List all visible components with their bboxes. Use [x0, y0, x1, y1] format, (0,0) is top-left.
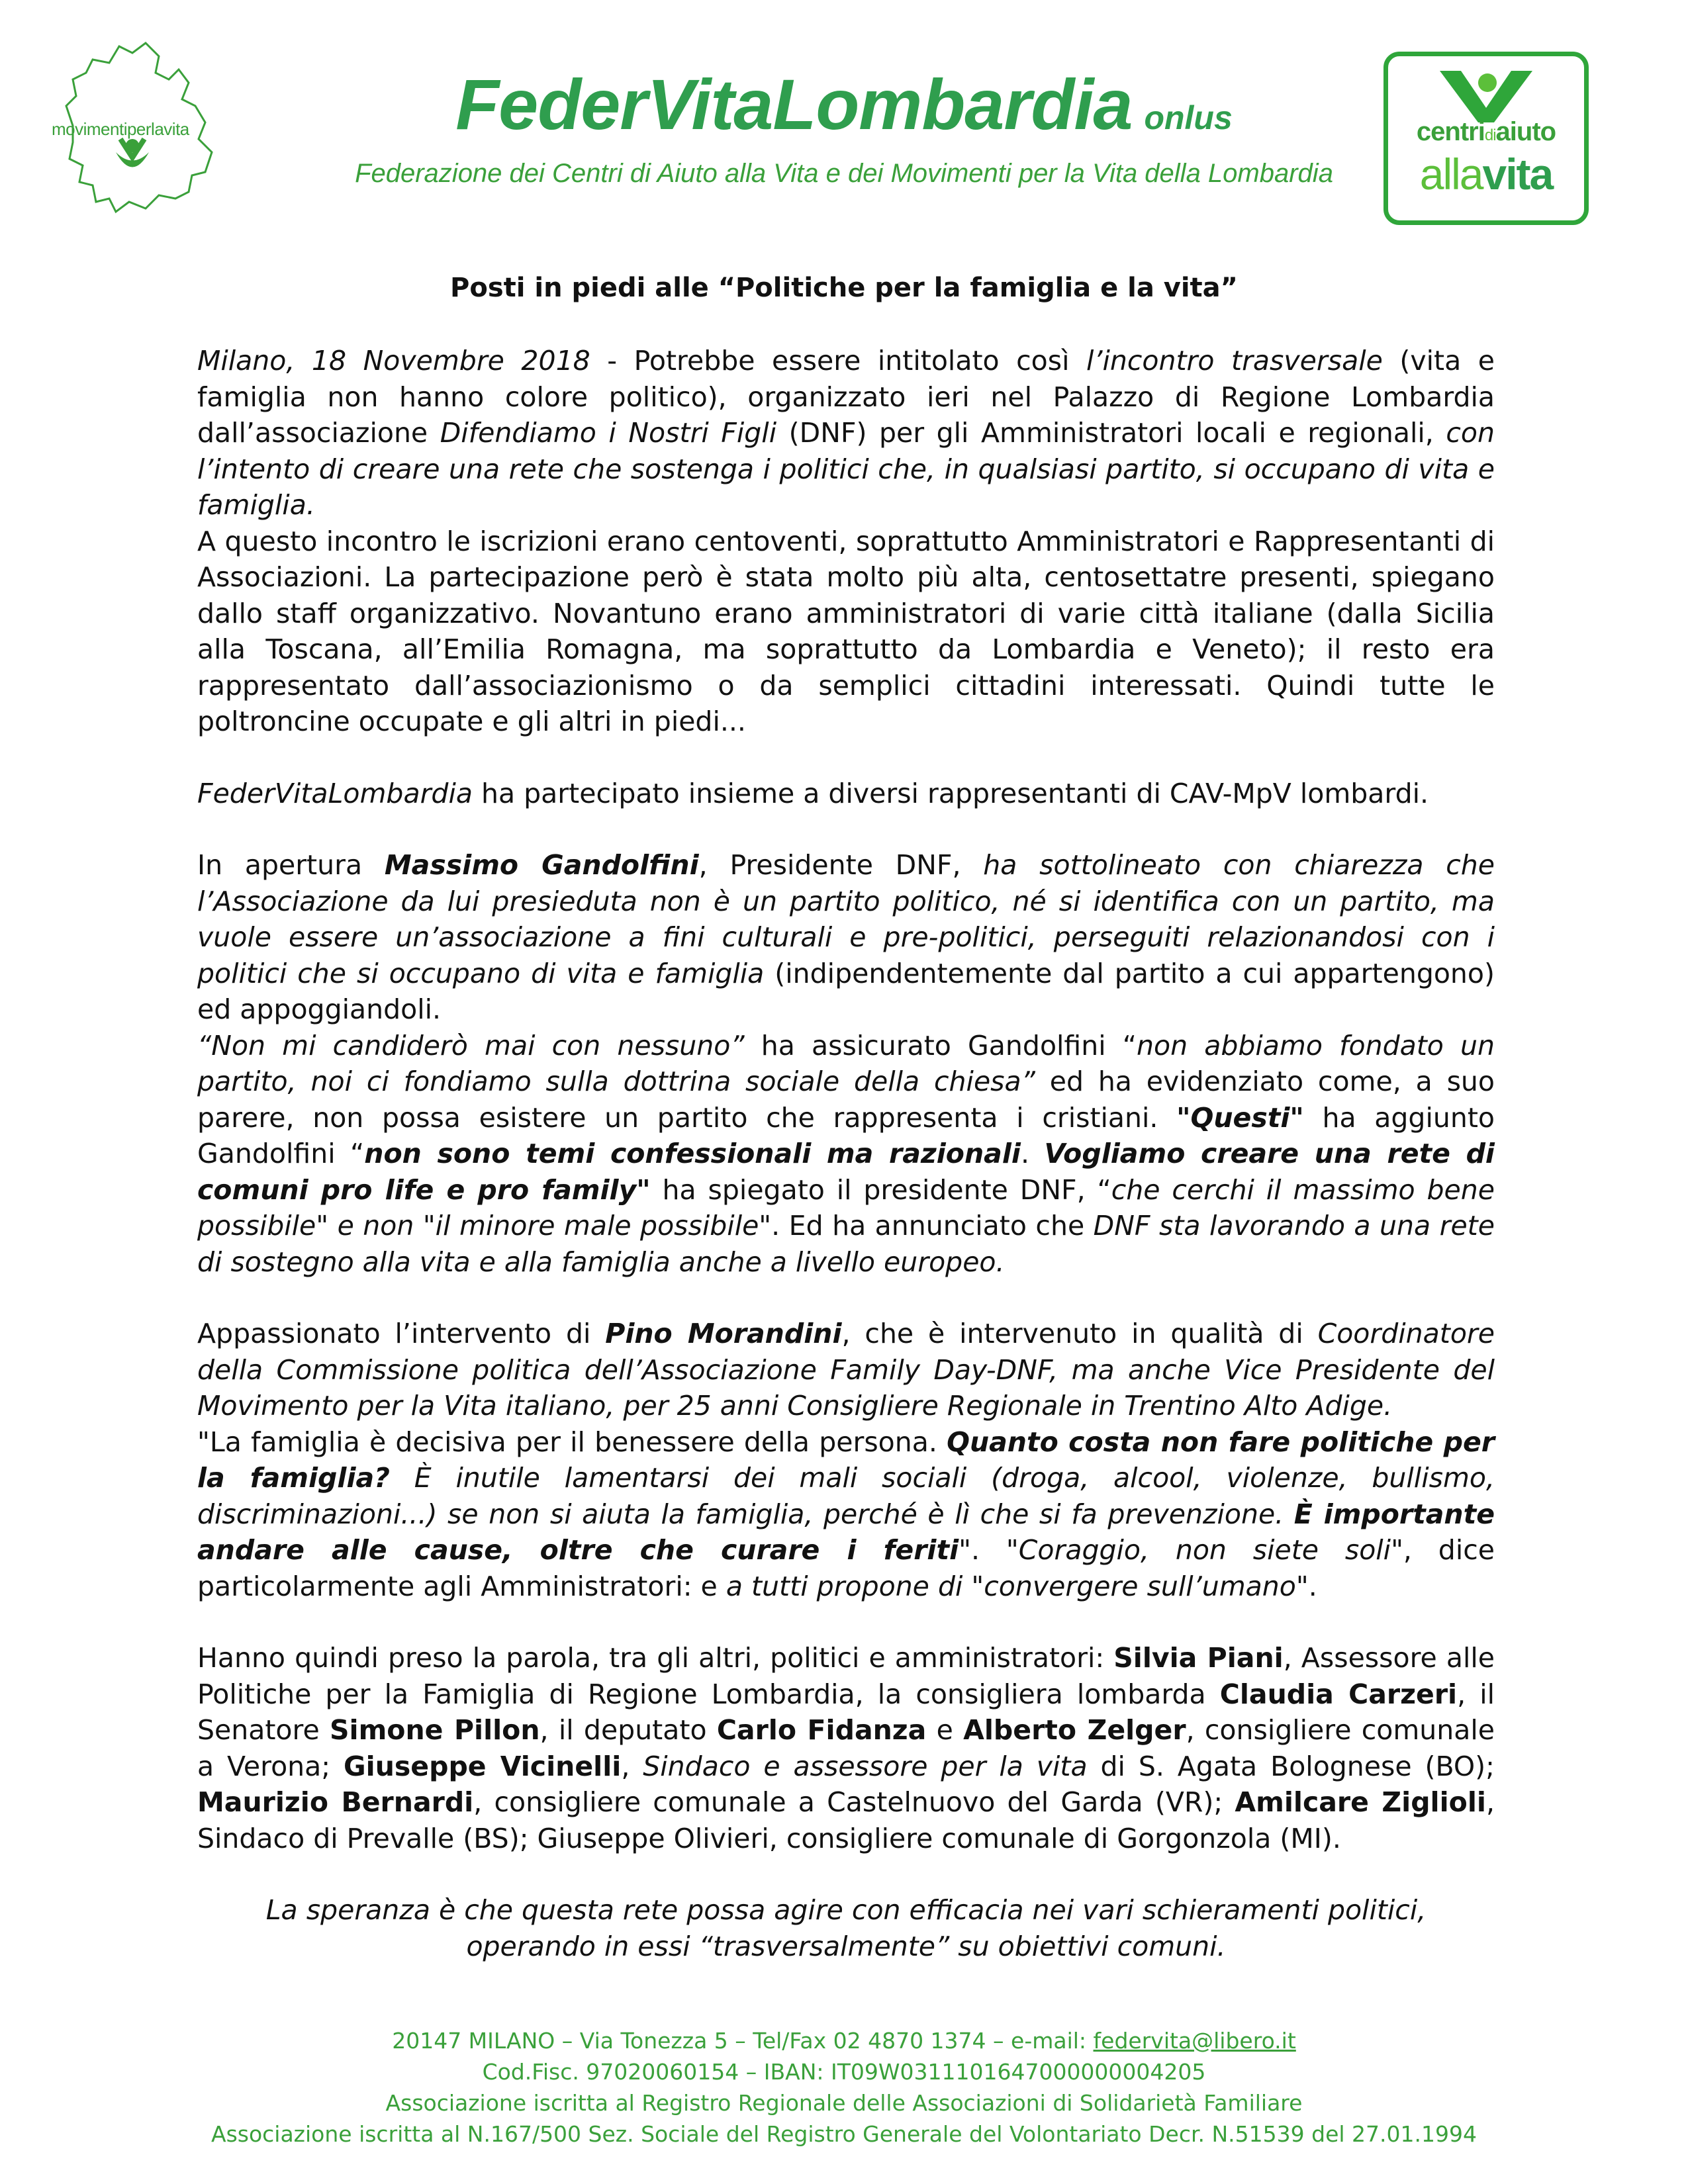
document-title: Posti in piedi alle “Politiche per la famiglia e la vita”: [450, 273, 1238, 303]
footer-address-line: 20147 MILANO – Via Tonezza 5 – Tel/Fax 02 4870 1374 – e-mail: federvita@libero.it: [392, 2028, 1296, 2054]
paragraph-gandolfini-quotes: “Non mi candiderò mai con nessuno” ha assicurato Gandolfini “non abbiamo fondato un partito, noi ci fondiamo sulla dottrina sociale della chiesa” ed ha evidenziato come, a suo parere, non possa esistere un partito che rappresenta i cristiani. "Questi" ha aggiunto Gandolfini “non sono temi confessionali ma razionali. Vogliamo creare una rete di comuni pro life e pro family" ha spiegato il presidente DNF, “che cerchi il massimo bene possibile" e non "il minore male possibile". Ed ha annunciato che DNF sta lavorando a una rete di sostegno alla vita e alla famiglia anche a livello europeo.: [197, 1029, 1495, 1278]
paragraph-morandini: Appassionato l’intervento di Pino Morandini, che è intervenuto in qualità di Coordinatore della Commissione politica dell’Associazione Family Day-DNF, ma anche Vice Presidente del Movimento per la Vita italiano, per 25 anni Consigliere Regionale in Trentino Alto Adige.: [197, 1318, 1495, 1422]
article-body: [197, 343, 1495, 1964]
footer-volunteer-line: Associazione iscritta al N.167/500 Sez. Sociale del Registro Generale del Volontariato Decr. N.51539 del 27.01.1994: [211, 2121, 1477, 2147]
organization-suffix: onlus: [1144, 99, 1233, 136]
paragraph-attendance: A questo incontro le iscrizioni erano centoventi, soprattutto Amministratori e Rappresentanti di Associazioni. La partecipazione però è stata molto più alta, centosettatre presenti, spiegano dallo staff organizzativo. Novantuno erano amministratori di varie città italiane (dalla Sicilia alla Toscana, all’Emilia Romagna, ma soprattutto da Lombardia e Veneto); il resto era rappresentato dall’associazionismo o da semplici cittadini interessati. Quindi tutte le poltroncine occupate e gli altri in piedi...: [197, 525, 1495, 737]
footer: [0, 2025, 1688, 2150]
logo-line-centri-aiuto: centridiaiuto: [1416, 117, 1556, 146]
cav-figure-icon: [1388, 56, 1584, 122]
paragraph-intro: Milano, 18 Novembre 2018 - Potrebbe essere intitolato così l’incontro trasversale (vita e famiglia non hanno colore politico), organizzato ieri nel Palazzo di Regione Lombardia dall’associazione Difendiamo i Nostri Figli (DNF) per gli Amministratori locali e regionali, con l’intento di creare una rete che sostenga i politici che, in qualsiasi partito, si occupano di vita e famiglia.: [197, 345, 1495, 521]
left-logo-text: movimentiperlavita: [52, 119, 189, 139]
footer-registry-line: Associazione iscritta al Registro Regionale delle Associazioni di Solidarietà Familiare: [385, 2090, 1303, 2116]
logo-line-alla-vita: allavita: [1419, 150, 1553, 199]
paragraph-closing: La speranza è che questa rete possa agire con efficacia nei vari schieramenti politici, operando in essi “trasversalmente” su obiettivi comuni.: [265, 1894, 1427, 1962]
email-link[interactable]: federvita@libero.it: [1093, 2028, 1296, 2054]
paragraph-speakers: Hanno quindi preso la parola, tra gli altri, politici e amministratori: Silvia Piani, Assessore alle Politiche per la Famiglia di Regione Lombardia, la consigliera lombarda Claudia Carzeri, il Senatore Simone Pillon, il deputato Carlo Fidanza e Alberto Zelger, consigliere comunale a Verona; Giuseppe Vicinelli, Sindaco e assessore per la vita di S. Agata Bolognese (BO); Maurizio Bernardi, consigliere comunale a Castelnuovo del Garda (VR); Amilcare Ziglioli, Sindaco di Prevalle (BS); Giuseppe Olivieri, consigliere comunale di Gorgonzola (MI).: [197, 1642, 1495, 1854]
footer-fiscal-line: Cod.Fisc. 97020060154 – IBAN: IT09W0311101647000000004205: [482, 2059, 1206, 2085]
paragraph-gandolfini: In apertura Massimo Gandolfini, Presidente DNF, ha sottolineato con chiarezza che l’Associazione da lui presieduta non è un partito politico, né si identifica con un partito, ma vuole essere un’associazione a fini culturali e pre-politici, perseguiti relazionandosi con i politici che si occupano di vita e famiglia (indipendentemente dal partito a cui appartengono) ed appoggiandoli.: [197, 849, 1495, 1025]
organization-subtitle: Federazione dei Centri di Aiuto alla Vita e dei Movimenti per la Vita della Lombardia: [355, 159, 1333, 188]
organization-name: FederVitaLombardia: [455, 64, 1133, 144]
paragraph-federvita: FederVitaLombardia ha partecipato insieme a diversi rappresentanti di CAV-MpV lombardi.: [197, 777, 1429, 809]
centri-aiuto-logo: [1383, 52, 1589, 225]
paragraph-morandini-quote: "La famiglia è decisiva per il benessere della persona. Quanto costa non fare politiche per la famiglia? È inutile lamentarsi dei mali sociali (droga, alcool, violenze, bullismo, discriminazioni...) se non si aiuta la famiglia, perché è lì che si fa prevenzione. È importante andare alle cause, oltre che curare i feriti". "Coraggio, non siete soli", dice particolarmente agli Amministratori: e a tutti propone di "convergere sull’umano".: [197, 1426, 1495, 1602]
